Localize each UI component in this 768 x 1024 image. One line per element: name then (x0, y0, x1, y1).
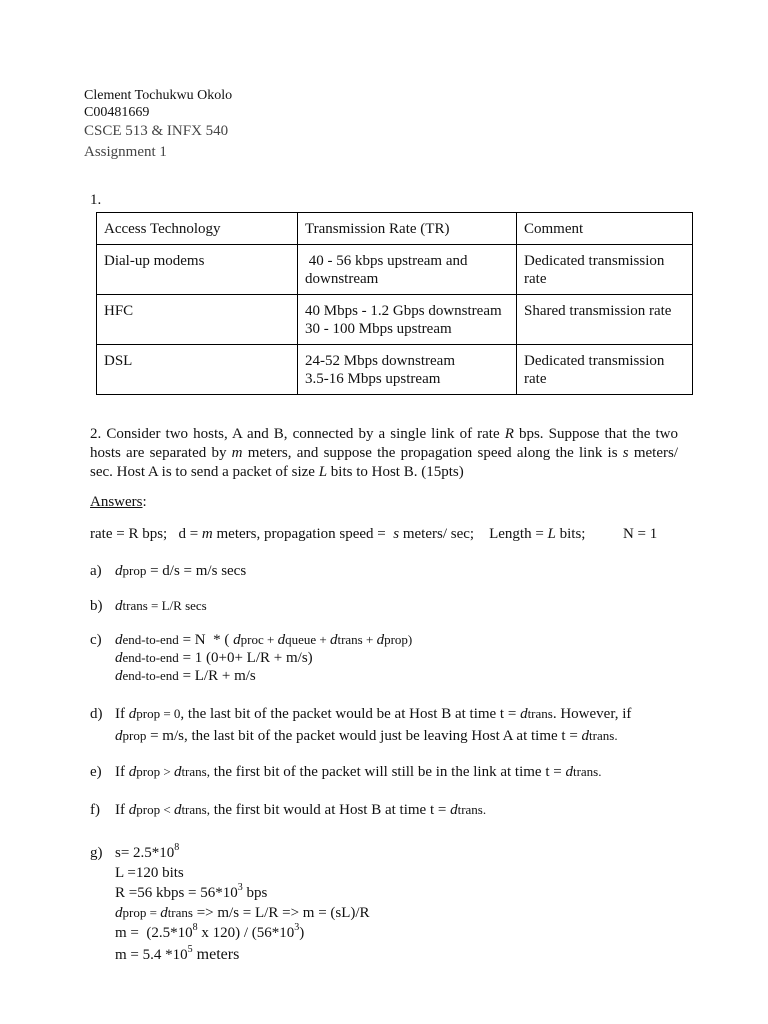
given-values-line (90, 526, 657, 543)
question-1-number: 1. (90, 192, 102, 208)
exponent: 3 (237, 882, 243, 893)
subscript: trans. (457, 802, 487, 817)
subscript: trans, (181, 802, 210, 817)
answers-label-text: Answers (90, 494, 143, 510)
var-s: s (622, 445, 629, 461)
answer-text: If (115, 764, 129, 780)
answer-text: > (160, 764, 174, 779)
table-cell: 40 Mbps - 1.2 Gbps downstream 30 - 100 Mbps upstream (298, 295, 517, 345)
given-text: meters/ sec; Length = (399, 526, 548, 542)
subscript: trans (527, 706, 553, 721)
var-d: d (520, 706, 528, 722)
header-block (84, 87, 232, 163)
exponent: 5 (187, 944, 193, 955)
var-d: d (581, 728, 590, 744)
prompt-text: bps. Suppose that the two hosts are separated by (90, 426, 678, 461)
exponent: 3 (294, 922, 300, 933)
table-cell: Dedicated transmission rate (517, 345, 693, 395)
var-d: d (115, 632, 123, 648)
var-d: d (329, 632, 338, 648)
subscript: prop (136, 802, 161, 817)
table-header-cell: Comment (517, 213, 693, 245)
prompt-text: meters, and suppose the propagation speed along the link is (242, 445, 623, 461)
subscript: queue (285, 632, 317, 647)
var-d: d (115, 598, 123, 614)
var-s: s (393, 526, 400, 542)
list-marker: e) (90, 764, 102, 780)
table-row (97, 295, 693, 345)
table-row (97, 245, 693, 295)
table-row (97, 345, 693, 395)
answer-text: = L/R + m/s (178, 668, 256, 684)
author-name: Clement Tochukwu Okolo (84, 88, 233, 103)
given-text: bits; N = 1 (555, 526, 658, 542)
answer-text: . However, if (552, 706, 632, 722)
given-text: rate = R bps; d = (90, 526, 202, 542)
var-d: d (376, 632, 385, 648)
answer-text: = d/s = m/s secs (146, 563, 247, 579)
var-d: d (450, 802, 458, 818)
answer-text: = L/R secs (147, 598, 207, 613)
list-marker: g) (90, 845, 103, 861)
subscript: prop (136, 764, 161, 779)
var-d: d (128, 706, 137, 722)
subscript: prop (122, 563, 147, 578)
table-header-cell: Transmission Rate (TR) (298, 213, 517, 245)
var-L: L (547, 526, 556, 542)
var-d: d (128, 764, 137, 780)
access-technology-table (96, 212, 693, 395)
table-cell: HFC (97, 295, 298, 345)
subscript: prop = 0 (136, 706, 181, 721)
answers-heading (90, 494, 147, 511)
answer-text: s= 2.5*10 (115, 845, 175, 861)
subscript: prop (122, 728, 147, 743)
subscript: trans (337, 632, 363, 647)
table-cell: Shared transmission rate (517, 295, 693, 345)
table-cell: Dedicated transmission rate (517, 245, 693, 295)
answer-text: bps (242, 885, 268, 901)
subscript: trans. (589, 728, 618, 743)
assignment-title: Assignment 1 (84, 144, 167, 160)
prompt-text: meters/ sec. Host A is to send a packet of size (90, 445, 678, 480)
var-d: d (115, 905, 123, 921)
prompt-text: bits to Host B. (15pts) (327, 464, 464, 480)
subscript: trans (122, 598, 148, 613)
var-m: m (231, 445, 243, 461)
var-d: d (173, 802, 182, 818)
answer-text: the first bit of the packet will still be in the link at time t = (209, 764, 566, 780)
answer-text: m = (2.5*10 (115, 925, 193, 941)
var-d: d (277, 632, 286, 648)
answer-text: m = 5.4 *10 (115, 947, 188, 963)
table-header-row (97, 213, 693, 245)
answer-text: = N * ( (178, 632, 234, 648)
subscript: prop) (384, 632, 413, 647)
var-d: d (115, 728, 123, 744)
subscript: end-to-end (122, 668, 179, 683)
prompt-text: 2. Consider two hosts, A and B, connected by a single link of rate (90, 426, 505, 442)
question-2-prompt (90, 425, 678, 482)
answer-text: < (160, 802, 174, 817)
list-marker: c) (90, 632, 102, 648)
table-cell: Dial-up modems (97, 245, 298, 295)
var-R: R (504, 426, 514, 442)
var-m: m (201, 526, 213, 542)
list-marker: a) (90, 563, 102, 579)
answer-text: x 120) / (56*10 (197, 925, 295, 941)
answer-text: = 1 (0+0+ L/R + m/s) (178, 650, 313, 666)
var-d: d (565, 764, 573, 780)
answer-text: + (362, 632, 377, 647)
given-text: meters, propagation speed = (212, 526, 394, 542)
answer-text: meters (192, 946, 240, 963)
list-marker: d) (90, 706, 103, 722)
answer-text: L =120 bits (115, 865, 184, 881)
var-d: d (115, 668, 123, 684)
table-cell: 24-52 Mbps downstream 3.5-16 Mbps upstream (298, 345, 517, 395)
table-header-cell: Access Technology (97, 213, 298, 245)
answer-text: ) (299, 925, 305, 941)
answer-text: If (115, 802, 129, 818)
answer-text: => m/s = L/R => m = (sL)/R (192, 905, 370, 921)
subscript: trans, (181, 764, 210, 779)
table-cell: DSL (97, 345, 298, 395)
subscript: trans (167, 905, 193, 920)
exponent: 8 (192, 922, 198, 933)
list-marker: b) (90, 598, 103, 614)
answer-text: the first bit would at Host B at time t = (209, 802, 451, 818)
course-title: CSCE 513 & INFX 540 (84, 123, 229, 139)
list-marker: f) (90, 802, 100, 818)
subscript: prop (122, 905, 147, 920)
subscript: proc (240, 632, 264, 647)
subscript: trans. (572, 764, 602, 779)
exponent: 8 (174, 842, 180, 853)
answer-text: R =56 kbps = 56*10 (115, 885, 238, 901)
student-id: C00481669 (84, 105, 150, 120)
var-d: d (115, 650, 123, 666)
var-d: d (115, 563, 123, 579)
answer-text: , the last bit of the packet would be at Host B at time t = (180, 706, 521, 722)
answer-text: + (263, 632, 278, 647)
subscript: end-to-end (122, 650, 179, 665)
var-d: d (160, 905, 168, 921)
answers-colon: : (142, 494, 147, 510)
var-d: d (233, 632, 241, 648)
var-d: d (173, 764, 182, 780)
table-cell: 40 - 56 kbps upstream and downstream (298, 245, 517, 295)
answer-text: = (146, 905, 161, 920)
var-d: d (128, 802, 137, 818)
var-L: L (318, 464, 328, 480)
subscript: end-to-end (122, 632, 179, 647)
answer-text: = m/s, the last bit of the packet would just be leaving Host A at time t = (146, 728, 582, 744)
answer-text: If (115, 706, 129, 722)
answer-text: + (316, 632, 330, 647)
